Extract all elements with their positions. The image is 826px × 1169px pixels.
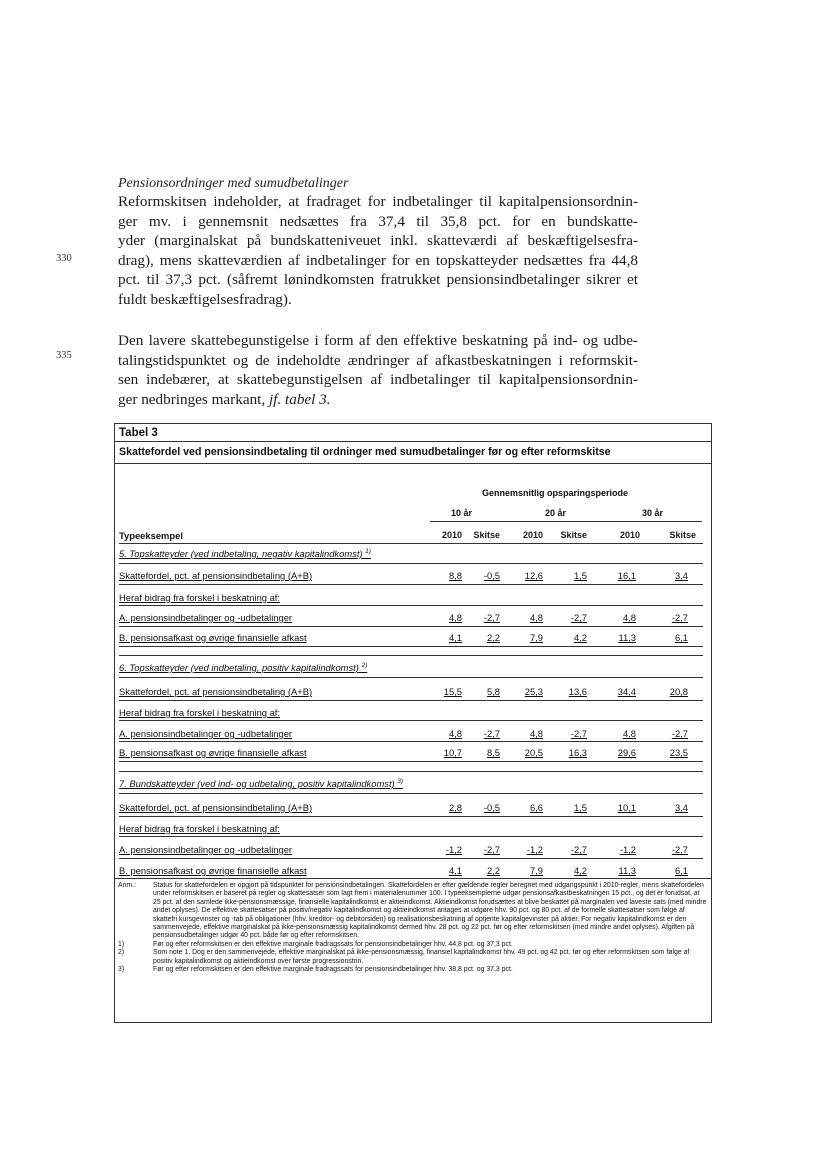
table-reference: jf. tabel 3. [268, 390, 331, 408]
cell: 4,8 [448, 612, 462, 623]
table-row-label: Skattefordel, pct. af pensionsindbetaling (A+B) [119, 802, 313, 813]
text-line: pct. til 37,3 pct. (såfremt lønindkomsten fratrukket pensionsindbetalinger sikrer et [118, 271, 638, 289]
text-line: Den lavere skattebegunstigelse i form af den effektive beskatning på ind- og udbe- [118, 332, 638, 349]
section-title: 5. Topskatteyder (ved indbetaling, negativ kapitalindkomst) $^{1)}$ [119, 548, 371, 560]
cell: 15,5 [443, 686, 462, 697]
note-text: Før og efter reformskitsen er den effektive marginale fradragssats for pensionsindbetalinger hhv. 38,8 pct. og 37,3 pct. [153, 966, 513, 974]
cell: -2,7 [570, 612, 587, 623]
divider [119, 677, 703, 678]
section-heading: Pensionsordninger med sumudbetalinger [118, 176, 349, 191]
table-row-label: B. pensionsafkast og øvrige finansielle afkast [119, 632, 307, 643]
table-row-label: B. pensionsafkast og øvrige finansielle afkast [119, 747, 307, 758]
text-line: fuldt beskæftigelsesfradrag). [118, 290, 292, 308]
cell: 7,9 [529, 632, 543, 643]
cell: -2,7 [570, 844, 587, 855]
note-key: Anm.: [118, 882, 136, 889]
group-header: Gennemsnitlig opsparingsperiode [482, 488, 629, 498]
cell: 2,2 [486, 632, 500, 643]
table-row-label: A. pensionsindbetalinger og -udbetalinger [119, 612, 293, 623]
cell: 3,4 [674, 802, 688, 813]
cell: 6,1 [674, 865, 688, 876]
cell: 20,8 [669, 686, 688, 697]
cell: 4,8 [529, 728, 543, 739]
table-title: Skattefordel ved pensionsindbetaling til ordninger med sumudbetalinger før og efter reformskitse [119, 446, 611, 458]
divider [119, 700, 703, 701]
line-number: 335 [56, 350, 72, 361]
table-notes [118, 882, 708, 974]
cell: 1,5 [573, 802, 587, 813]
divider [119, 816, 703, 817]
cell: 4,8 [448, 728, 462, 739]
table-row-label: Heraf bidrag fra forskel i beskatning af: [119, 823, 281, 834]
cell: -1,2 [526, 844, 543, 855]
divider [119, 605, 703, 606]
col-header: Skitse [669, 530, 696, 540]
period-header: 20 år [545, 508, 567, 518]
cell: 25,3 [524, 686, 543, 697]
cell: 6,1 [674, 632, 688, 643]
note-item [118, 941, 708, 949]
divider [119, 720, 703, 721]
divider [119, 793, 703, 794]
divider [119, 655, 703, 656]
col-header: Skitse [473, 530, 500, 540]
note-key: 3) [118, 966, 125, 974]
table-row-label: B. pensionsafkast og øvrige finansielle afkast [119, 865, 307, 876]
divider [119, 584, 703, 585]
divider [114, 441, 711, 442]
cell: 29,6 [617, 747, 636, 758]
cell: 8,5 [486, 747, 500, 758]
divider [119, 761, 703, 762]
note-item [118, 882, 708, 941]
cell: 12,6 [524, 570, 543, 581]
note-text: Som note 1. Dog er den sammenvejede, effektive marginalskat på ikke-pensionsmæssig, finansiel kapitalindkomst hhv. 49 pct. og 42 pct. før og efter reformskitsen som følge af positiv kapitalindkomst og aktieindkomst over første progressionstrin. [153, 949, 690, 965]
cell: 7,9 [529, 865, 543, 876]
cell: 11,3 [618, 865, 636, 876]
divider [119, 836, 703, 837]
divider [114, 878, 711, 879]
line-number: 330 [56, 253, 72, 264]
cell: 13,6 [568, 686, 587, 697]
divider [430, 521, 702, 522]
cell: 10,1 [617, 802, 636, 813]
note-key: 1) [118, 940, 125, 948]
note-text: Før og efter reformskitsen er den effektive marginale fradragssats for pensionsindbetalinger hhv. 44,8 pct. og 37,3 pct. [153, 940, 513, 948]
cell: 6,6 [529, 802, 543, 813]
paragraph-1 [118, 192, 638, 310]
cell: -2,7 [671, 612, 688, 623]
cell: -2,7 [671, 728, 688, 739]
cell: -2,7 [671, 844, 688, 855]
table-row-label: A. pensionsindbetalinger og -udbetalinger [119, 728, 293, 739]
table-row-label: Skattefordel, pct. af pensionsindbetaling (A+B) [119, 570, 313, 581]
divider [119, 563, 703, 564]
cell: 16,3 [568, 747, 587, 758]
text-line-content: ger nedbringes markant, [118, 390, 269, 408]
divider [119, 741, 703, 742]
divider [119, 543, 703, 544]
cell: 4,2 [573, 632, 587, 643]
cell: 34,4 [617, 686, 636, 697]
cell: 4,1 [448, 632, 462, 643]
table-row-label: Heraf bidrag fra forskel i beskatning af: [119, 707, 281, 718]
cell: -1,2 [619, 844, 636, 855]
cell: 2,8 [448, 802, 462, 813]
cell: 11,3 [618, 632, 636, 643]
note-item [118, 949, 708, 966]
text-line: drag), mens skatteværdien af indbetalinger for en topskatteyder nedsættes fra 44,8 [118, 251, 638, 269]
cell: 20,5 [524, 747, 543, 758]
note-text: Status for skattefordelen er opgjort på tidspunktet for pensionsindbetalingen. Skattefordelen er efter gældende regler beregnet med udgangspunkt i 2010-regler, mens skattefordelen under reformskitsen er baseret på regler og skattesatser som lagt frem i materialenummer 100. I typeeksemplerne udgør pensionsafkastbeskatningen 15 pct., og det er forudsat, at 25 pct. af den samlede ikke-pensionsmæssige, finansielle kapitalindkomst er aktieindkomst. Aktieindkomst forudsættes at blive beskattet på marginalen ved laveste sats (med mindre andet oplyses). De effektive skattesatser på positiv/negativ kapitalindkomst og aktieindkomst antages at udgøre hhv. 90 pct. og 80 pct. af de formelle skattesatser som følge af skattefri kursgevinster og -tab på obligationer (hhv. kreditor- og debitorsiden) og realisationsbeskatning af optjente kapitalgevinster på aktier. For negativ kapitalindkomst er den sammenvejede, effektive marginalskat på ikke-pensionsmæssig kapitalindkomst dermed hhv. 28 pct. og 22 pct. før og efter reformskitsen (med mindre andet oplyses). Afgiften på pensionsudbetalinger udgør 40 pct. både før og efter reformskitsen. [153, 882, 707, 940]
col-header: Skitse [560, 530, 587, 540]
col-header: 2010 [441, 530, 462, 540]
text-line: ger mv. i gennemsnit nedsættes fra 37,4 til 35,8 pct. for en bundskatte- [118, 212, 638, 230]
cell: 2,2 [486, 865, 500, 876]
table-row-label: Skattefordel, pct. af pensionsindbetaling (A+B) [119, 686, 313, 697]
cell: 16,1 [617, 570, 636, 581]
divider [119, 858, 703, 859]
note-item [118, 966, 708, 974]
cell: 8,8 [448, 570, 462, 581]
cell: -1,2 [445, 844, 462, 855]
cell: 10,7 [443, 747, 462, 758]
table-label: Tabel 3 [119, 427, 158, 439]
cell: 4,1 [448, 865, 462, 876]
cell: 1,5 [573, 570, 587, 581]
table-row-label: A. pensionsindbetalinger og -udbetalinger [119, 844, 293, 855]
text-line: sen indebærer, at skattebegunstigelsen af indbetalinger til kapitalpensionsordnin- [118, 371, 638, 389]
cell: 4,2 [573, 865, 587, 876]
paragraph-2 [118, 331, 638, 409]
cell: -0,5 [483, 802, 500, 813]
cell: 5,8 [486, 686, 500, 697]
section-title: 7. Bundskatteyder (ved ind- og udbetaling, positiv kapitalindkomst) $^{3)}$ [119, 778, 404, 790]
cell: 3,4 [674, 570, 688, 581]
cell: -2,7 [570, 728, 587, 739]
cell: 4,8 [622, 728, 636, 739]
cell: -2,7 [483, 612, 500, 623]
cell: -2,7 [483, 728, 500, 739]
cell: 23,5 [669, 747, 688, 758]
cell: -0,5 [483, 570, 500, 581]
divider [114, 463, 711, 464]
divider [119, 771, 703, 772]
cell: 4,8 [529, 612, 543, 623]
text-line: talingstidspunktet og de indeholdte ændringer af afkastbeskatningen i reformskit- [118, 351, 638, 369]
section-title: 6. Topskatteyder (ved indbetaling, positiv kapitalindkomst) $^{2)}$ [119, 662, 368, 674]
cell: -2,7 [483, 844, 500, 855]
note-key: 2) [118, 949, 125, 957]
period-header: 30 år [642, 508, 664, 518]
row-header: Typeeksempel [119, 530, 183, 541]
text-line: Reformskitsen indeholder, at fradraget for indbetalinger til kapitalpensionsordnin- [118, 193, 638, 210]
cell: 4,8 [622, 612, 636, 623]
table-row-label: Heraf bidrag fra forskel i beskatning af: [119, 592, 281, 603]
col-header: 2010 [522, 530, 543, 540]
period-header: 10 år [451, 508, 473, 518]
divider [119, 646, 703, 647]
text-line [118, 390, 638, 410]
col-header: 2010 [619, 530, 640, 540]
text-line: yder (marginalskat på bundskatteniveuet inkl. skatteværdi af beskæftigelsesfra- [118, 232, 638, 250]
divider [119, 626, 703, 627]
